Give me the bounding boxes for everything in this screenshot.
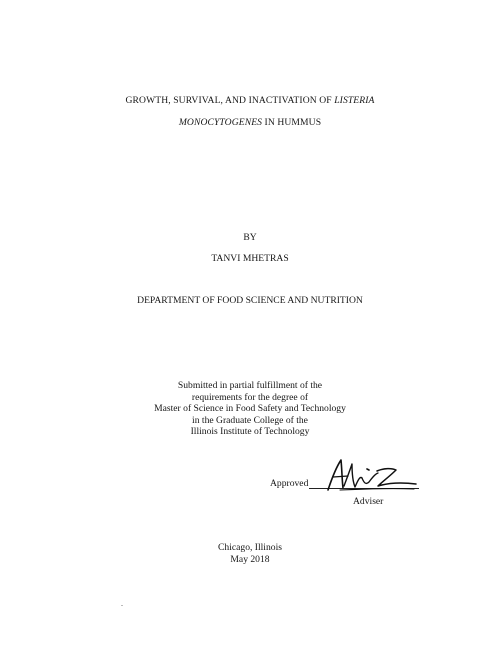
title-line-1-italic: LISTERIA bbox=[334, 95, 375, 106]
location: Chicago, Illinois bbox=[218, 542, 282, 553]
approved-label: Approved bbox=[270, 478, 309, 489]
title-line-2-italic: MONOCYTOGENES bbox=[178, 117, 263, 128]
author-name: TANVI MHETRAS bbox=[211, 253, 289, 264]
submission-line-1: Submitted in partial fulfillment of the bbox=[177, 380, 323, 391]
byline: BY bbox=[243, 232, 257, 243]
date: May 2018 bbox=[230, 554, 270, 565]
adviser-signature bbox=[322, 456, 418, 496]
submission-line-4: in the Graduate College of the bbox=[192, 414, 308, 426]
title-line-2-suffix: IN HUMMUS bbox=[262, 117, 322, 128]
scan-speck bbox=[121, 605, 123, 606]
title-line-1-prefix: GROWTH, SURVIVAL, AND INACTIVATION OF bbox=[125, 95, 335, 106]
approval-block bbox=[270, 470, 440, 510]
thesis-title-line-2 bbox=[0, 118, 500, 128]
submission-line-5: Illinois Institute of Technology bbox=[190, 426, 310, 438]
submission-line-2: requirements for the degree of bbox=[191, 391, 309, 403]
submission-line-3: Master of Science in Food Safety and Technology bbox=[154, 403, 346, 415]
thesis-title-line-1 bbox=[0, 96, 500, 106]
adviser-label: Adviser bbox=[353, 496, 384, 507]
department-name: DEPARTMENT OF FOOD SCIENCE AND NUTRITION bbox=[137, 295, 363, 306]
